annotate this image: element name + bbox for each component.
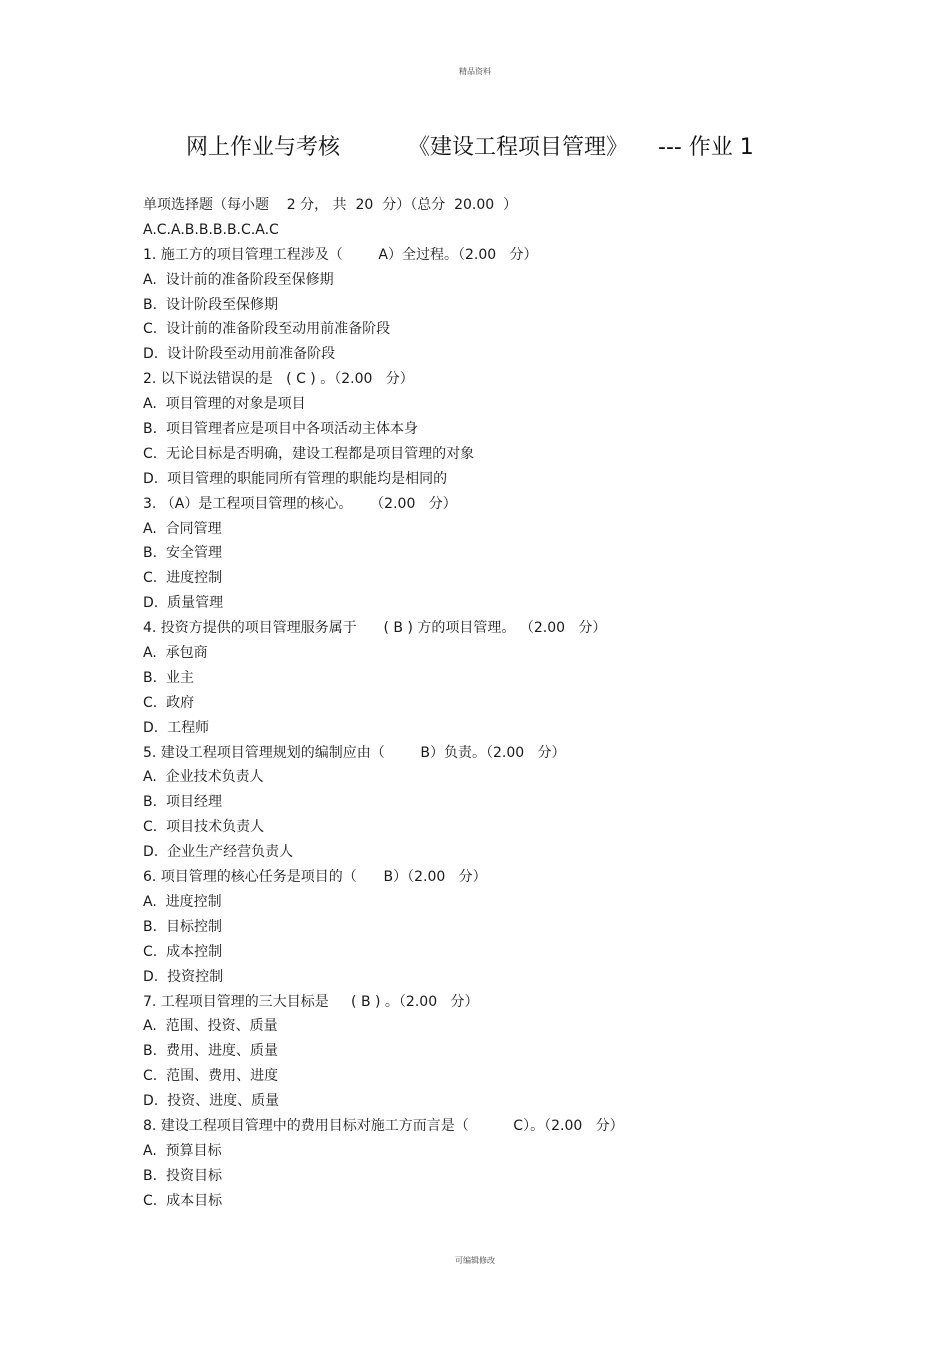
option-a: A. 进度控制 <box>143 893 222 910</box>
header-note: 精品资料 <box>459 67 491 76</box>
option-d: D. 投资控制 <box>143 968 224 985</box>
option-c: C. 进度控制 <box>143 570 223 587</box>
option-c: C. 设计前的准备阶段至动用前准备阶段 <box>143 321 391 338</box>
option-d: D. 设计阶段至动用前准备阶段 <box>143 346 336 363</box>
question-5 <box>143 741 843 865</box>
question-6 <box>143 865 843 989</box>
document-body <box>143 193 843 1214</box>
option-c: C. 项目技术负责人 <box>143 819 265 836</box>
option-a: A. 承包商 <box>143 645 208 662</box>
question-8 <box>143 1114 843 1214</box>
option-b: B. 安全管理 <box>143 545 222 562</box>
question-stem: 7. 工程项目管理的三大目标是 ( B ) 。（2.00 分） <box>143 993 479 1010</box>
question-7 <box>143 990 843 1114</box>
title-part-number: --- 作业 1 <box>658 135 754 160</box>
option-a: A. 合同管理 <box>143 520 222 537</box>
option-a: A. 预算目标 <box>143 1142 222 1159</box>
question-3 <box>143 492 843 616</box>
question-stem: 4. 投资方提供的项目管理服务属于 ( B ) 方的项目管理。 （2.00 分） <box>143 620 607 637</box>
option-a: A. 企业技术负责人 <box>143 769 264 786</box>
option-b: B. 项目管理者应是项目中各项活动主体本身 <box>143 421 418 438</box>
option-c: C. 无论目标是否明确，建设工程都是项目管理的对象 <box>143 445 475 462</box>
option-a: A. 范围、投资、质量 <box>143 1018 278 1035</box>
question-stem: 8. 建设工程项目管理中的费用目标对施工方而言是（ C）。（2.00 分） <box>143 1117 624 1134</box>
option-a: A. 设计前的准备阶段至保修期 <box>143 271 334 288</box>
title-part-course: 《建设工程项目管理》 <box>408 135 629 160</box>
option-b: B. 投资目标 <box>143 1167 222 1184</box>
option-a: A. 项目管理的对象是项目 <box>143 396 306 413</box>
question-2 <box>143 367 843 491</box>
question-stem: 2. 以下说法错误的是 ( C ) 。（2.00 分） <box>143 371 414 388</box>
option-b: B. 设计阶段至保修期 <box>143 296 278 313</box>
option-b: B. 费用、进度、质量 <box>143 1043 278 1060</box>
question-1 <box>143 243 843 367</box>
option-c: C. 成本目标 <box>143 1192 223 1209</box>
question-stem: 3. （A）是工程项目管理的核心。 （2.00 分） <box>143 495 457 512</box>
title-part-assignment: 网上作业与考核 <box>186 135 341 160</box>
option-d: D. 投资、进度、质量 <box>143 1093 280 1110</box>
option-b: B. 业主 <box>143 669 194 686</box>
question-stem: 5. 建设工程项目管理规划的编制应由（ B）负责。（2.00 分） <box>143 744 566 761</box>
question-stem: 6. 项目管理的核心任务是项目的（ B）（2.00 分） <box>143 869 487 886</box>
option-d: D. 企业生产经营负责人 <box>143 844 294 861</box>
option-b: B. 目标控制 <box>143 918 222 935</box>
option-d: D. 质量管理 <box>143 595 224 612</box>
option-c: C. 范围、费用、进度 <box>143 1068 279 1085</box>
question-4 <box>143 616 843 740</box>
option-c: C. 成本控制 <box>143 943 223 960</box>
option-b: B. 项目经理 <box>143 794 222 811</box>
page-title <box>186 130 886 161</box>
answer-key: A.C.A.B.B.B.B.C.A.C <box>143 221 279 238</box>
option-c: C. 政府 <box>143 694 195 711</box>
footer-note: 可编辑修改 <box>455 1256 495 1265</box>
option-d: D. 工程师 <box>143 719 210 736</box>
section-header: 单项选择题（每小题 2 分， 共 20 分）（总分 20.00 ） <box>143 197 518 213</box>
option-d: D. 项目管理的职能同所有管理的职能均是相同的 <box>143 470 448 487</box>
question-stem: 1. 施工方的项目管理工程涉及（ A）全过程。（2.00 分） <box>143 246 538 263</box>
